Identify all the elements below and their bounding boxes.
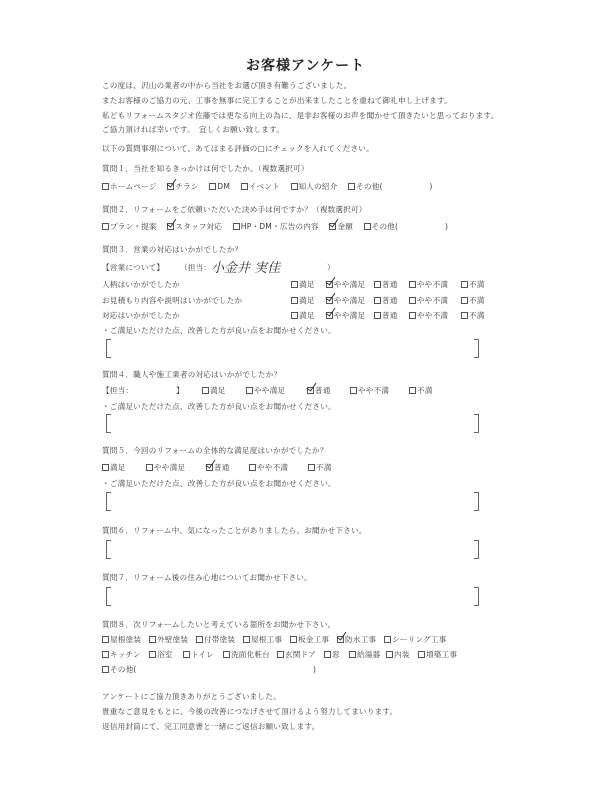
bracket-right-icon [474, 540, 479, 559]
bracket-left-icon [106, 414, 111, 433]
comment-prompt: ・ご満足いただけた点、改善した方が良い点をお聞かせください。 [102, 326, 336, 335]
checkbox-waterproofing-work[interactable]: 防水工事 [337, 635, 376, 645]
craftsman-staff-label[interactable]: 【担当： 】 [102, 386, 184, 395]
intro-line: またお客様のご協力の元、工事を無事に完工することが出来ましたことを重ねて御礼申し上げます。 [102, 96, 452, 105]
comment-field-q3[interactable] [106, 339, 478, 358]
checkbox-roof-work[interactable]: 屋根工事 [243, 635, 282, 645]
checkbox-interior[interactable]: 内装 [386, 650, 410, 660]
bracket-left-icon [106, 492, 111, 511]
checkbox-price[interactable]: 金額 [329, 222, 353, 232]
rating-somewhat-dissatisfied[interactable]: やや不満 [409, 311, 448, 321]
closing-line: 返信用封筒にて、完工同意書と一緒にご返信お願い致します。 [102, 722, 320, 731]
checkbox-staff-response[interactable]: スタッフ対応 [167, 222, 222, 232]
rating-somewhat-dissatisfied[interactable]: やや不満 [249, 463, 288, 473]
bracket-right-icon [474, 587, 479, 606]
rating-satisfied[interactable]: 満足 [202, 386, 226, 396]
question-5-label: 質問５．今回のリフォームの全体的な満足度はいかがでしたか？ [102, 446, 328, 455]
page-title: お客様アンケート [246, 58, 366, 74]
closing-line: 貴重なご意見をもとに、今後の改善につなげさせて頂けるよう努力してまいります。 [102, 707, 398, 716]
checkbox-referral[interactable]: 知人の紹介 [291, 182, 338, 192]
checkbox-water-heater[interactable]: 給湯器 [349, 650, 380, 660]
rating-neutral[interactable]: 普通 [206, 463, 230, 473]
rating-dissatisfied[interactable]: 不満 [461, 296, 485, 306]
rating-somewhat-satisfied[interactable]: やや満足 [146, 463, 185, 473]
checkbox-exterior-wall-painting[interactable]: 外壁塗装 [149, 635, 188, 645]
comment-field-q5[interactable] [106, 492, 478, 511]
checkbox-flyer[interactable]: チラシ [167, 182, 198, 192]
bracket-right-icon [474, 492, 479, 511]
comment-field-q4[interactable] [106, 414, 478, 433]
question-2-label: 質問２．リフォームをご依頼いただいた決め手は何ですか？（複数選択可） [102, 205, 367, 214]
staff-name-handwritten[interactable]: 小金井 実佳 [211, 261, 281, 276]
rating-dissatisfied[interactable]: 不満 [461, 280, 485, 290]
rating-somewhat-satisfied[interactable]: やや満足 [326, 311, 365, 321]
comment-prompt: ・ご満足いただけた点、改善した方が良い点をお聞かせください。 [102, 402, 336, 411]
question-1-options [102, 182, 433, 192]
rating-satisfied[interactable]: 満足 [291, 296, 315, 306]
rating-somewhat-dissatisfied[interactable]: やや不満 [350, 386, 389, 396]
rating-satisfied[interactable]: 満足 [291, 280, 315, 290]
checkbox-other[interactable]: その他( ) [348, 182, 432, 192]
bracket-right-icon [474, 339, 479, 358]
sales-section-label: 【営業について】 [102, 263, 165, 272]
staff-suffix: ） [327, 263, 335, 272]
question-7-label: 質問７．リフォーム後の住み心地についてお聞かせ下さい。 [102, 573, 312, 582]
instruction-text: 以下の質問事項について、あてはまる評価の□にチェックを入れてください。 [102, 144, 374, 153]
rating-dissatisfied[interactable]: 不満 [461, 311, 485, 321]
bracket-right-icon [474, 414, 479, 433]
intro-line: 私どもリフォームスタジオ佐藤では更なる向上の為に、是非お客様のお声を聞かせて頂きたいと思っております。 [102, 111, 499, 120]
staff-prefix: （担当： [180, 263, 212, 272]
rating-neutral[interactable]: 普通 [374, 311, 398, 321]
intro-line: ご協力頂ければ幸いです。 宜しくお願い致します。 [102, 125, 285, 134]
checkbox-window[interactable]: 窓 [324, 650, 340, 660]
checkbox-other[interactable]: その他( ) [364, 222, 448, 232]
closing-line: アンケートにご協力頂きありがとうございました。 [102, 692, 281, 701]
checkbox-sheet-metal-work[interactable]: 板金工事 [290, 635, 329, 645]
checkbox-homepage[interactable]: ホームページ [102, 182, 157, 192]
other-close-paren: ) [313, 665, 317, 674]
checkbox-kitchen[interactable]: キッチン [102, 650, 141, 660]
rating-somewhat-satisfied[interactable]: やや満足 [326, 296, 365, 306]
question-6-label: 質問６．リフォーム中、気になったことがありましたら、お聞かせ下さい。 [102, 526, 367, 535]
rating-somewhat-satisfied[interactable]: やや満足 [246, 386, 285, 396]
rating-somewhat-dissatisfied[interactable]: やや不満 [409, 280, 448, 290]
rating-neutral[interactable]: 普通 [307, 386, 331, 396]
rating-somewhat-satisfied[interactable]: やや満足 [326, 280, 365, 290]
rating-satisfied[interactable]: 満足 [102, 463, 126, 473]
checkbox-bathroom[interactable]: 浴室 [149, 650, 173, 660]
checkbox-sealing-work[interactable]: シーリング工事 [384, 635, 446, 645]
checkbox-entrance-door[interactable]: 玄関ドア [277, 650, 316, 660]
checkbox-extension-work[interactable]: 増築工事 [418, 650, 457, 660]
checkbox-washbasin[interactable]: 洗面化粧台 [223, 650, 270, 660]
checkbox-toilet[interactable]: トイレ [183, 650, 214, 660]
bracket-left-icon [106, 339, 111, 358]
comment-field-q7[interactable] [106, 587, 478, 606]
question-8-label: 質問８．次リフォームしたいと考えている箇所をお聞かせ下さい。 [102, 620, 336, 629]
bracket-left-icon [106, 540, 111, 559]
question-1-label: 質問１．当社を知るきっかけは何でしたか。（複数選択可） [102, 164, 309, 173]
rating-dissatisfied[interactable]: 不満 [409, 386, 433, 396]
checkbox-hp-dm-ad[interactable]: HP・DM・広告の内容 [233, 222, 319, 232]
rating-somewhat-dissatisfied[interactable]: やや不満 [409, 296, 448, 306]
checkbox-plan-proposal[interactable]: プラン・提案 [102, 222, 157, 232]
row-label-estimate: お見積もり内容や説明はいかがでしたか [102, 296, 243, 305]
question-4-label: 質問４．職人や施工業者の対応はいかがでしたか？ [102, 370, 282, 379]
checkbox-other[interactable]: その他( [102, 665, 137, 675]
checkbox-event[interactable]: イベント [241, 182, 280, 192]
row-label-response: 対応はいかがでしたか [102, 311, 180, 320]
bracket-left-icon [106, 587, 111, 606]
question-3-label: 質問３．営業の対応はいかがでしたか？ [102, 245, 243, 254]
rating-satisfied[interactable]: 満足 [291, 311, 315, 321]
rating-neutral[interactable]: 普通 [374, 296, 398, 306]
question-2-options [102, 222, 448, 232]
comment-field-q6[interactable] [106, 540, 478, 559]
checkbox-roof-painting[interactable]: 屋根塗装 [102, 635, 141, 645]
checkbox-dm[interactable]: DM [209, 182, 230, 192]
comment-prompt: ・ご満足いただけた点、改善した方が良い点をお聞かせください。 [102, 479, 336, 488]
rating-dissatisfied[interactable]: 不満 [308, 463, 332, 473]
rating-neutral[interactable]: 普通 [374, 280, 398, 290]
row-label-personality: 人柄はいかがでしたか [102, 280, 180, 289]
checkbox-accessory-painting[interactable]: 付帯塗装 [196, 635, 235, 645]
intro-line: この度は、沢山の業者の中から当社をお選び頂き有難うございました。 [102, 81, 352, 90]
